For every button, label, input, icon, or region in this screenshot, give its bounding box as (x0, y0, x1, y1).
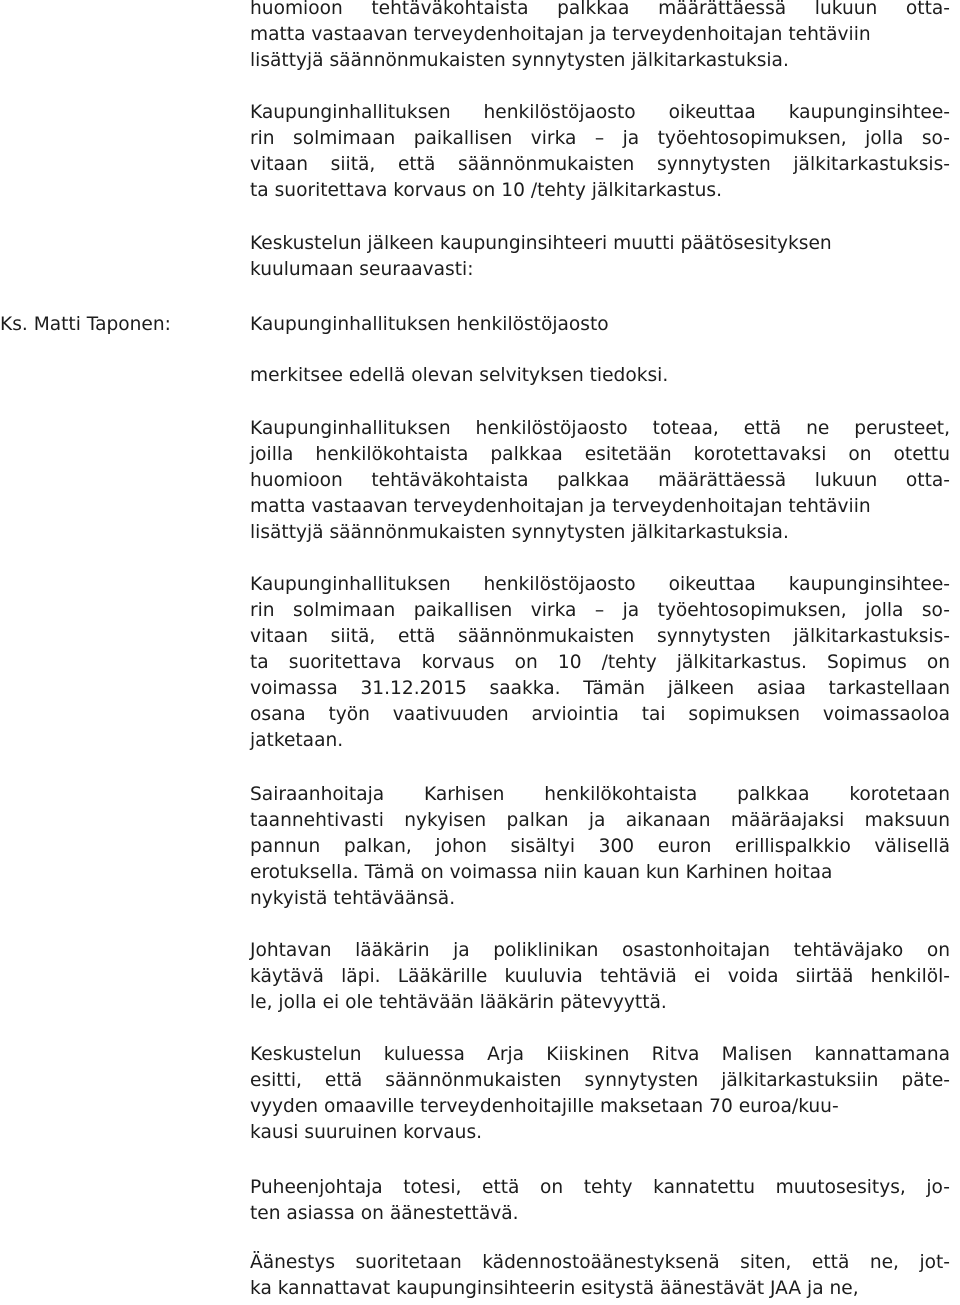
text-line: le, jolla ei ole tehtävään lääkärin pätevyyttä. (250, 992, 667, 1013)
text-line: joilla henkilökohtaista palkkaa esitetään korotettavaksi on otettu (250, 444, 950, 465)
text-line: ta suoritettava korvaus on 10 /tehty jälkitarkastus. (250, 180, 722, 201)
text-line: rin solmimaan paikallisen virka – ja työehtosopimuksen, jolla so- (250, 128, 950, 149)
paragraph-decision (250, 363, 950, 389)
paragraph-salary-raise (250, 782, 950, 912)
paragraph-body-name (250, 312, 950, 338)
paragraph-discussion (250, 231, 950, 283)
text-line: lisättyjä säännönmukaisten synnytysten jälkitarkastuksia. (250, 522, 789, 543)
text-line: vitaan siitä, että säännönmukaisten synnytysten jälkitarkastuksis- (250, 154, 950, 175)
text-line: Keskustelun jälkeen kaupunginsihteeri muutti päätösesityksen (250, 233, 832, 254)
paragraph-authorization-amended (250, 572, 950, 754)
text-line: jatketaan. (250, 730, 344, 751)
margin-label-proposer: Ks. Matti Taponen: (0, 314, 171, 335)
text-line: Kaupunginhallituksen henkilöstöjaosto (250, 314, 609, 335)
text-line: merkitsee edellä olevan selvityksen tiedoksi. (250, 365, 669, 386)
text-line: osana työn vaativuuden arviointia tai sopimuksen voimassaoloa (250, 704, 950, 725)
text-line: ta suoritettava korvaus on 10 /tehty jälkitarkastus. Sopimus on (250, 652, 950, 673)
text-line: Johtavan lääkärin ja poliklinikan osastonhoitajan tehtäväjako on (250, 940, 950, 961)
text-line: taannehtivasti nykyisen palkan ja aikanaan määräajaksi maksuun (250, 810, 950, 831)
text-line: rin solmimaan paikallisen virka – ja työehtosopimuksen, jolla so- (250, 600, 950, 621)
text-line: huomioon tehtäväkohtaista palkkaa määrättäessä lukuun otta- (250, 0, 950, 19)
text-line: ten asiassa on äänestettävä. (250, 1203, 519, 1224)
paragraph-voting (250, 1250, 950, 1302)
text-line: käytävä läpi. Lääkärille kuuluvia tehtäviä ei voida siirtää henkilöl- (250, 966, 950, 987)
text-line: Keskustelun kuluessa Arja Kiiskinen Ritva Malisen kannattamana (250, 1044, 950, 1065)
text-line: Kaupunginhallituksen henkilöstöjaosto oikeuttaa kaupunginsihtee- (250, 574, 950, 595)
text-line: kausi suuruinen korvaus. (250, 1122, 483, 1143)
text-line: matta vastaavan terveydenhoitajan ja terveydenhoitajan tehtäviin (250, 496, 871, 517)
text-line: erotuksella. Tämä on voimassa niin kauan kun Karhinen hoitaa (250, 862, 833, 883)
text-line: Kaupunginhallituksen henkilöstöjaosto toteaa, että ne perusteet, (250, 418, 950, 439)
text-line: vitaan siitä, että säännönmukaisten synnytysten jälkitarkastuksis- (250, 626, 950, 647)
text-line: kuulumaan seuraavasti: (250, 259, 474, 280)
paragraph-task-division (250, 938, 950, 1016)
text-line: esitti, että säännönmukaisten synnytysten jälkitarkastuksiin päte- (250, 1070, 950, 1091)
text-line: nykyistä tehtäväänsä. (250, 888, 456, 909)
paragraph-continuation (250, 0, 950, 74)
text-line: pannun palkan, johon sisältyi 300 euron erillispalkkio välisellä (250, 836, 950, 857)
text-line: Kaupunginhallituksen henkilöstöjaosto oikeuttaa kaupunginsihtee- (250, 102, 950, 123)
paragraph-authorization (250, 100, 950, 204)
text-line: matta vastaavan terveydenhoitajan ja terveydenhoitajan tehtäviin (250, 24, 871, 45)
text-line: Sairaanhoitaja Karhisen henkilökohtaista palkkaa korotetaan (250, 784, 950, 805)
text-line: Puheenjohtaja totesi, että on tehty kannatettu muutosesitys, jo- (250, 1177, 950, 1198)
text-line: huomioon tehtäväkohtaista palkkaa määrättäessä lukuun otta- (250, 470, 950, 491)
text-line: voimassa 31.12.2015 saakka. Tämän jälkeen asiaa tarkastellaan (250, 678, 950, 699)
text-line: ka kannattavat kaupunginsihteerin esitystä äänestävät JAA ja ne, (250, 1278, 859, 1299)
paragraph-statement (250, 416, 950, 546)
paragraph-counter-proposal (250, 1042, 950, 1146)
text-line: vyyden omaaville terveydenhoitajille maksetaan 70 euroa/kuu- (250, 1096, 839, 1117)
text-line: Äänestys suoritetaan kädennostoäänestyksenä siten, että ne, jot- (250, 1252, 950, 1273)
paragraph-chair-statement (250, 1175, 950, 1227)
text-line: lisättyjä säännönmukaisten synnytysten jälkitarkastuksia. (250, 50, 789, 71)
